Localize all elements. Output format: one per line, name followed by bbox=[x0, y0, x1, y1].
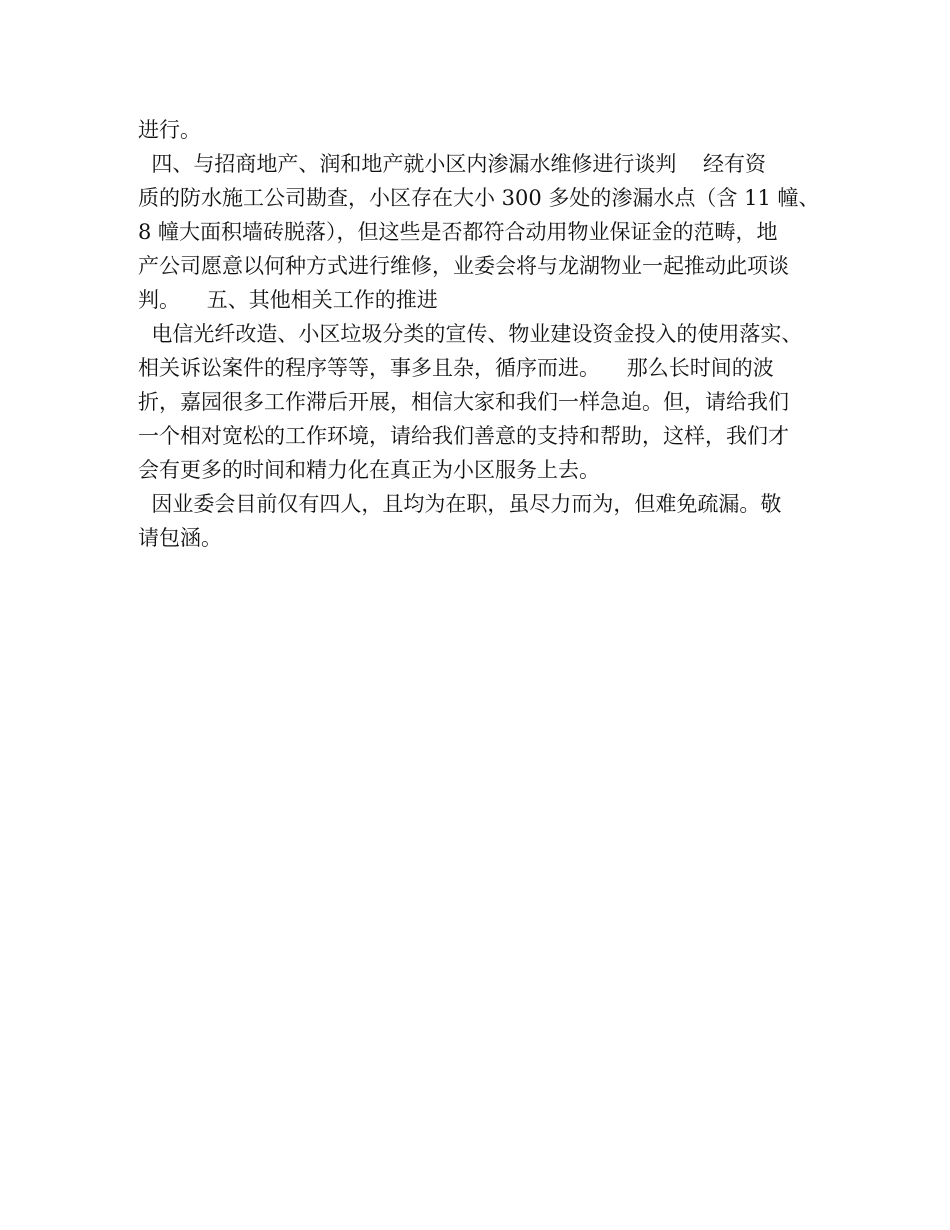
text-line: 会有更多的时间和精力化在真正为小区服务上去。 bbox=[138, 458, 600, 482]
body-text bbox=[138, 113, 838, 555]
text-line: 8 幢大面积墙砖脱落），但这些是否都符合动用物业保证金的范畴，地 bbox=[138, 220, 778, 244]
text-line: 折，嘉园很多工作滞后开展，相信大家和我们一样急迫。但，请给我们 bbox=[138, 390, 789, 414]
text-line: 相关诉讼案件的程序等等，事多且杂，循序而进。 那么长时间的波 bbox=[138, 356, 774, 380]
text-line: 质的防水施工公司勘查，小区存在大小 300 多处的渗漏水点（含 11 幢、 bbox=[138, 186, 820, 210]
text-line: 一个相对宽松的工作环境，请给我们善意的支持和帮助，这样，我们才 bbox=[138, 424, 789, 448]
text-line: 电信光纤改造、小区垃圾分类的宣传、物业建设资金投入的使用落实、 bbox=[138, 322, 803, 346]
text-line: 判。 五、其他相关工作的推进 bbox=[138, 288, 438, 312]
text-line: 请包涵。 bbox=[138, 526, 222, 550]
text-line: 进行。 bbox=[138, 118, 201, 142]
text-line: 四、与招商地产、润和地产就小区内渗漏水维修进行谈判 经有资 bbox=[138, 152, 767, 176]
text-line: 因业委会目前仅有四人，且均为在职，虽尽力而为，但难免疏漏。敬 bbox=[138, 492, 782, 516]
text-line: 产公司愿意以何种方式进行维修，业委会将与龙湖物业一起推动此项谈 bbox=[138, 254, 789, 278]
